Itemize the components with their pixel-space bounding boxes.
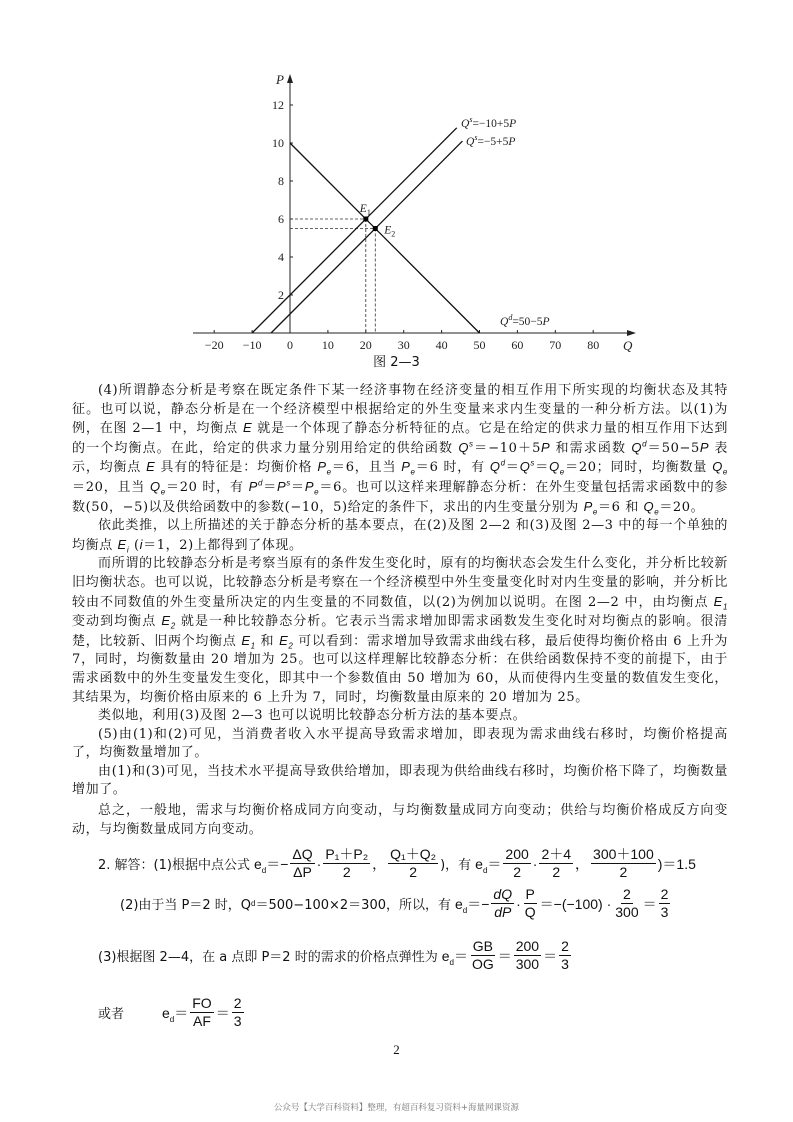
equals: ＝: [497, 947, 512, 964]
y-tick-label: 4: [278, 250, 284, 264]
answer-2-alternative: [98, 995, 246, 1030]
x-tick-label: 50: [473, 338, 486, 352]
equals: ＝: [174, 1004, 189, 1021]
elasticity-symbol: $e_d$: [253, 855, 267, 875]
text: 或者: [98, 1007, 125, 1022]
curve-qd-50-5p: [290, 143, 480, 333]
paragraph: 总之，一般地，需求与均衡价格成同方向变动，与均衡数量成同方向变动；供给与均衡价格成反方向变动，与均衡数量成同方向变动。: [72, 803, 728, 837]
answer-prefix: 2. 解答：(1)根据中点公式: [98, 858, 250, 873]
dot: ·: [316, 855, 322, 872]
comma: ，: [575, 855, 590, 872]
x-tick-label: −20: [204, 338, 224, 352]
fraction: $\frac{2+4}{2}$: [541, 846, 572, 880]
x-axis-arrow: [627, 330, 636, 336]
y-axis-arrow: [287, 74, 293, 83]
equals: ＝: [543, 947, 558, 964]
answer-2-part-2: (2)由于当 P＝2 时，Q d ＝500−100×2＝300，所以，有 $e_d$ ＝− $\frac{dQ}{dP}$ · $\frac{P}{Q}$ ＝−(−100) · $\frac{2}{300}$ ＝ $\frac{2}{3}$: [120, 886, 669, 920]
curve-qs-10-5p: [252, 128, 457, 333]
equals: ＝: [487, 855, 502, 872]
text: ＝500−100×2＝300，所以，有: [255, 898, 451, 913]
elasticity-symbol: $e_d$: [162, 1004, 175, 1024]
equals: ＝: [215, 1004, 230, 1021]
elasticity-symbol: $e_d$: [441, 947, 454, 967]
equals: ＝: [642, 895, 657, 912]
dot: ·: [516, 895, 521, 912]
fraction: $\frac{2}{3}$: [233, 995, 242, 1029]
paragraph: (5)由(1)和(2)可见，当消费者收入水平提高导致需求增加，即表现为需求曲线右移时，均衡价格提高了，均衡数量增加了。: [72, 726, 728, 761]
equals-minus: ＝−: [266, 855, 289, 872]
fraction: $\frac{2}{300}$: [615, 886, 639, 920]
curve-label: $Q^s=-10+5P$: [461, 115, 517, 130]
curve-label: $Q^s=-5+5P$: [466, 133, 516, 148]
fraction: $\frac{\text{P₁＋P₂}}{2}$: [325, 846, 369, 880]
x-tick-label: 10: [321, 338, 334, 352]
paragraph: 依此类推，以上所描述的关于静态分析的基本要点，在(2)及图 2—2 和(3)及图 2—3 中的每一个单独的均衡点 $E_i$ (i＝1，2)上都得到了体现。: [72, 518, 728, 555]
x-tick-label: 80: [587, 338, 600, 352]
y-tick-label: 10: [272, 136, 284, 150]
curve-label: $Q^d=50-5P$: [500, 313, 550, 328]
y-tick-label: 8: [278, 174, 284, 188]
elasticity-symbol: $e_d$: [454, 895, 468, 915]
comma: ，: [372, 855, 387, 872]
equilibrium-label-e1: $E_1$: [359, 203, 371, 217]
x-tick-label: 60: [511, 338, 524, 352]
y-tick-label: 6: [278, 212, 284, 226]
text: )，有: [440, 858, 472, 873]
fraction: $\frac{2}{3}$: [660, 886, 669, 920]
answer-2-part-1: [98, 846, 696, 881]
fraction: $\frac{GB}{OG}$: [471, 938, 494, 972]
supply-demand-chart: [190, 60, 640, 360]
paragraph: (4)所谓静态分析是考察在既定条件下某一经济事物在经济变量的相互作用下所实现的均衡状态及其特征。也可以说，静态分析是在一个经济模型中根据给定的外生变量来求内生变量的一种分析方法。以(1)为例，在图 2—1 中，均衡点 E 就是一个体现了静态分析特征的点。它是在给定的供求力量的相互作用下达到的一个均衡点。在此，给定的供求力量分别用给定的供给函数 $Q^s=-10+5P$ 和需求函数 $Q^d=50-5P$ 表示，均衡点 E 具有的特征是：均衡价格 $P_e=6$，且当 $P_e=6$ 时，有 $Q^d=Q^s=Q_e=20$；同时，均衡数量 $Q_e=20$，且当 $Q_e=20$ 时，有 $P^d=P^s=P_e=6$。也可以这样来理解静态分析：在外生变量包括需求函数中的参数(50，−5)以及供给函数中的参数(−10，5)给定的条件下，求出的内生变量分别为 $P_e=6$ 和 $Q_e=20$。: [72, 383, 728, 517]
paragraph: 由(1)和(3)可见，当技术水平提高导致供给增加，即表现为供给曲线右移时，均衡价格下降了，均衡数量增加了。: [72, 763, 728, 798]
fraction: $\frac{\Delta Q}{\Delta P}$: [292, 846, 313, 880]
equals: ＝: [453, 947, 468, 964]
result: )＝1.5: [657, 855, 696, 872]
x-tick-label: 20: [359, 338, 372, 352]
x-tick-label: −10: [242, 338, 262, 352]
paragraph: 类似地，利用(3)及图 2—3 也可以说明比较静态分析方法的基本要点。: [98, 708, 527, 724]
equals-minus: ＝−: [467, 895, 490, 912]
y-tick-label: 12: [272, 98, 284, 112]
fraction: $\frac{300+100}{2}$: [593, 846, 654, 880]
equilibrium-label-e2: $E_2$: [384, 224, 396, 239]
y-axis-title: P: [276, 72, 284, 87]
answer-2-part-3: [98, 938, 573, 973]
x-axis-title: Q: [623, 338, 633, 353]
x-tick-label: 30: [397, 338, 410, 352]
fraction: $\frac{P}{Q}$: [524, 886, 536, 920]
y-tick-label: 2: [278, 288, 284, 302]
fraction: $\frac{dQ}{dP}$: [493, 886, 513, 920]
chart-canvas: [190, 60, 640, 360]
x-tick-label: 70: [549, 338, 562, 352]
equilibrium-point-e2: [373, 226, 378, 231]
fraction: $\frac{200}{2}$: [505, 846, 529, 880]
text: ＝−(−100) ·: [539, 895, 612, 912]
x-tick-label: 0: [287, 338, 293, 352]
page-number: 2: [393, 1042, 400, 1057]
fraction: $\frac{FO}{AF}$: [192, 995, 212, 1029]
elasticity-symbol: $e_d$: [475, 855, 488, 875]
text: (3)根据图 2—4，在 a 点即 P＝2 时的需求的价格点弹性为: [98, 950, 438, 965]
footer-watermark: 公众号【大学百科资料】整理，有超百科复习资料+海量网课资源: [273, 1103, 520, 1113]
text: (2)由于当 P＝2 时，Q: [120, 898, 252, 913]
equilibrium-point-e1: [363, 217, 368, 222]
fraction: $\frac{200}{300}$: [515, 938, 540, 972]
x-tick-label: 40: [435, 338, 448, 352]
curve-qs-5-5p: [271, 141, 462, 333]
dot: ·: [532, 855, 538, 872]
fraction: $\frac{\text{Q₁＋Q₂}}{2}$: [390, 846, 437, 880]
fraction: $\frac{2}{3}$: [561, 938, 569, 972]
body-text: [72, 382, 728, 839]
figure-caption: 图 2—3: [373, 355, 420, 370]
paragraph: 而所谓的比较静态分析是考察当原有的条件发生变化时，原有的均衡状态会发生什么变化，并分析比较新旧均衡状态。也可以说，比较静态分析是考察在一个经济模型中外生变量变化时对内生变量的影响，并分析比较由不同数值的外生变量所决定的内生变量的不同数值，以(2)为例加以说明。在图 2—2 中，由均衡点 $E_1$ 变动到均衡点 $E_2$ 就是一种比较静态分析。它表示当需求增加即需求函数发生变化时对均衡点的影响。很清楚，比较新、旧两个均衡点 $E_1$ 和 $E_2$ 可以看到：需求增加导致需求曲线右移，最后使得均衡价格由 6 上升为 7，同时，均衡数量由 20 增加为 25。也可以这样理解比较静态分析：在供给函数保持不变的前提下，由于需求函数中的外生变量发生变化，即其中一个参数值由 50 增加为 60，从而使得内生变量的数值发生变化，其结果为，均衡价格由原来的 6 上升为 7，同时，均衡数量由原来的 20 增加为 25。: [72, 556, 729, 705]
